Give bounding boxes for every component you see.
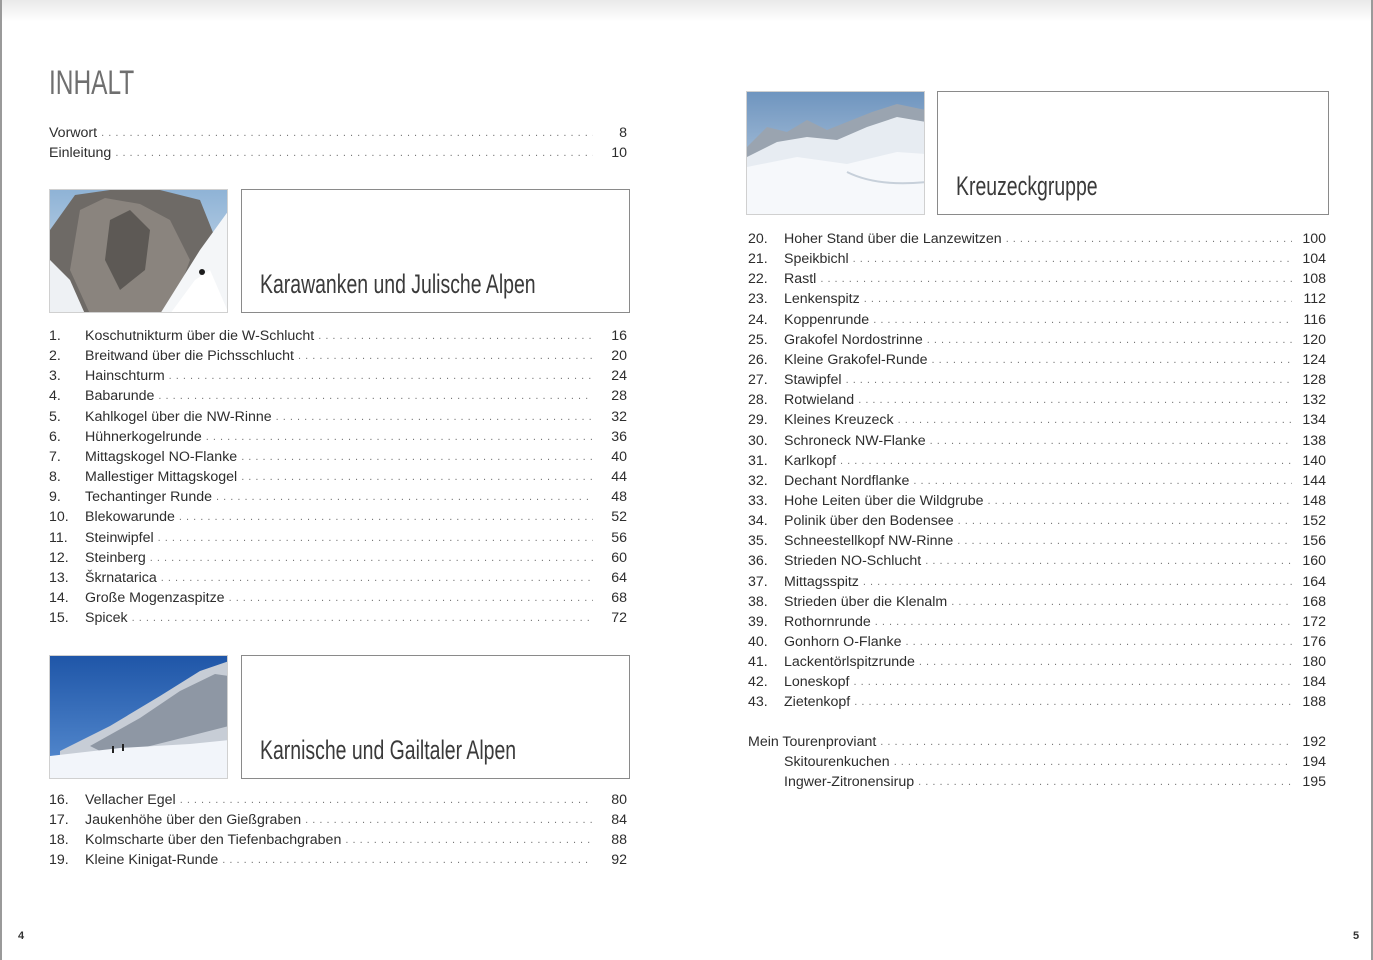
dot-leader bbox=[241, 449, 593, 467]
toc-entry-label: Breitwand über die Pichsschlucht bbox=[85, 348, 294, 365]
toc-entry-page: 128 bbox=[1302, 372, 1326, 389]
toc-entry-label: Strieden NO-Schlucht bbox=[784, 553, 922, 570]
toc-entry[interactable] bbox=[748, 471, 1326, 491]
toc-entry-label: Techantinger Runde bbox=[85, 489, 212, 506]
toc-entry-number: 31. bbox=[748, 452, 768, 469]
toc-entry-number: 33. bbox=[748, 492, 768, 509]
toc-entry-skitourenkuchen[interactable] bbox=[784, 752, 1326, 772]
section-photo-karnische bbox=[49, 655, 228, 779]
toc-entry[interactable] bbox=[748, 410, 1326, 430]
toc-entry-number: 22. bbox=[748, 271, 768, 288]
dot-leader bbox=[318, 328, 593, 346]
toc-entry-page: 24 bbox=[611, 368, 627, 385]
toc-entry-number: 7. bbox=[49, 448, 61, 465]
dot-leader bbox=[988, 493, 1292, 511]
dot-leader bbox=[206, 429, 593, 447]
toc-entry[interactable] bbox=[49, 346, 627, 366]
dot-leader bbox=[853, 251, 1292, 269]
toc-entry-label: Kleines Kreuzeck bbox=[784, 412, 894, 429]
dot-leader bbox=[930, 433, 1292, 451]
dot-leader bbox=[241, 469, 593, 487]
toc-entry-label: Loneskopf bbox=[784, 674, 850, 691]
toc-entry[interactable] bbox=[748, 592, 1326, 612]
toc-entry[interactable] bbox=[748, 451, 1326, 471]
dot-leader bbox=[957, 533, 1292, 551]
toc-entry-label: Vellacher Egel bbox=[85, 792, 176, 808]
toc-entry-number: 37. bbox=[748, 573, 768, 590]
toc-entry-vorwort[interactable] bbox=[49, 123, 627, 143]
toc-entry[interactable] bbox=[49, 467, 627, 487]
toc-entry-number: 14. bbox=[49, 589, 69, 606]
dot-leader bbox=[873, 312, 1292, 330]
toc-entry[interactable] bbox=[49, 427, 627, 447]
toc-entry[interactable] bbox=[748, 431, 1326, 451]
toc-entry[interactable] bbox=[49, 386, 627, 406]
toc-entry-label: Gonhorn O-Flanke bbox=[784, 634, 902, 650]
toc-entry-number: 32. bbox=[748, 472, 768, 489]
section-title: Karnische und Gailtaler Alpen bbox=[260, 735, 517, 765]
toc-entry-page: 156 bbox=[1302, 533, 1326, 550]
toc-entry[interactable] bbox=[748, 390, 1326, 410]
toc-entry-label: Rotwieland bbox=[784, 392, 855, 409]
dot-leader bbox=[222, 852, 593, 870]
toc-entry-label: Große Mogenzaspitze bbox=[85, 589, 225, 606]
toc-entry-page: 194 bbox=[1302, 754, 1326, 770]
toc-entry-page: 188 bbox=[1302, 694, 1326, 711]
dot-leader bbox=[1006, 231, 1292, 249]
section-photo-kreuzeck bbox=[746, 91, 925, 215]
dot-leader bbox=[150, 550, 593, 568]
dot-leader bbox=[913, 473, 1292, 491]
toc-entry[interactable] bbox=[748, 672, 1326, 692]
toc-entry[interactable] bbox=[748, 229, 1326, 249]
toc-entry-label: Kleine Kinigat-Runde bbox=[85, 852, 219, 869]
page-number-left: 4 bbox=[18, 930, 25, 942]
toc-entry-label: Dechant Nordflanke bbox=[784, 472, 910, 489]
toc-entry[interactable] bbox=[49, 850, 627, 870]
toc-entry-page: 164 bbox=[1302, 573, 1326, 590]
toc-entry-label: Rothornrunde bbox=[784, 613, 871, 630]
toc-entry-label: Koschutnikturm über die W-Schlucht bbox=[85, 328, 315, 344]
section-header-kreuzeck bbox=[937, 91, 1329, 215]
dot-leader bbox=[158, 530, 593, 548]
toc-entry[interactable] bbox=[748, 289, 1326, 309]
dot-leader bbox=[853, 674, 1292, 692]
toc-entry[interactable] bbox=[49, 568, 627, 588]
toc-entry-page: 144 bbox=[1302, 472, 1326, 489]
toc-entry-einleitung[interactable] bbox=[49, 143, 627, 163]
toc-entry-label: Blekowarunde bbox=[85, 509, 175, 526]
toc-entry-page: 116 bbox=[1303, 311, 1326, 328]
dot-leader bbox=[932, 352, 1292, 370]
dot-leader bbox=[820, 271, 1292, 289]
toc-entry-page: 100 bbox=[1302, 231, 1326, 247]
toc-entry[interactable] bbox=[748, 652, 1326, 672]
dot-leader bbox=[864, 291, 1292, 309]
toc-entry-number: 36. bbox=[748, 553, 768, 570]
toc-entry-label: Speikbichl bbox=[784, 251, 849, 268]
dot-leader bbox=[875, 614, 1292, 632]
dot-leader bbox=[229, 590, 593, 608]
toc-entry-page: 180 bbox=[1302, 654, 1326, 671]
toc-entry-number: 24. bbox=[748, 311, 768, 328]
toc-entry[interactable] bbox=[748, 572, 1326, 592]
section-title: Kreuzeckgruppe bbox=[956, 171, 1098, 201]
dot-leader bbox=[169, 368, 593, 386]
toc-entry[interactable] bbox=[748, 491, 1326, 511]
toc-entry[interactable] bbox=[748, 330, 1326, 350]
toc-entry-label: Rastl bbox=[784, 271, 817, 288]
toc-entry[interactable] bbox=[748, 310, 1326, 330]
toc-entry-page: 134 bbox=[1302, 412, 1326, 429]
section-title: Karawanken und Julische Alpen bbox=[260, 269, 536, 299]
toc-entry-number: 10. bbox=[49, 509, 69, 526]
toc-entry-label: Stawipfel bbox=[784, 372, 842, 389]
toc-entry-label: Hohe Leiten über die Wildgrube bbox=[784, 492, 984, 509]
toc-entry-label: Kleine Grakofel-Runde bbox=[784, 351, 928, 368]
dot-leader bbox=[179, 509, 593, 527]
toc-entry-page: 48 bbox=[611, 489, 627, 506]
toc-entry-page: 36 bbox=[611, 428, 627, 445]
toc-entry-label: Lackentörlspitzrunde bbox=[784, 654, 915, 671]
toc-entry-label: Grakofel Nordostrinne bbox=[784, 331, 923, 348]
toc-entry-number: 27. bbox=[748, 372, 768, 389]
toc-entry[interactable] bbox=[748, 249, 1326, 269]
toc-entry-page: 108 bbox=[1302, 271, 1326, 288]
toc-entry-page: 10 bbox=[611, 145, 627, 161]
toc-entry-label: Hühnerkogelrunde bbox=[85, 428, 202, 445]
toc-entry[interactable] bbox=[49, 830, 627, 850]
dot-leader bbox=[951, 594, 1292, 612]
toc-entry-number: 35. bbox=[748, 533, 768, 550]
toc-entry-page: 192 bbox=[1302, 734, 1326, 750]
toc-entry-page: 138 bbox=[1302, 432, 1326, 449]
dot-leader bbox=[898, 412, 1292, 430]
toc-entry-page: 140 bbox=[1302, 452, 1326, 469]
toc-entry[interactable] bbox=[49, 608, 627, 628]
toc-entry-page: 80 bbox=[611, 792, 627, 808]
toc-entry[interactable] bbox=[748, 692, 1326, 712]
toc-entry-number: 30. bbox=[748, 432, 768, 449]
toc-entry-page: 16 bbox=[611, 328, 627, 344]
toc-entry-label: Babarunde bbox=[85, 388, 155, 405]
toc-entry[interactable] bbox=[748, 269, 1326, 289]
toc-entry-page: 20 bbox=[611, 348, 627, 365]
toc-entry-number: 39. bbox=[748, 613, 768, 630]
toc-entry-page: 88 bbox=[611, 832, 627, 849]
toc-entry-page: 160 bbox=[1302, 553, 1326, 570]
toc-entry-number: 17. bbox=[49, 812, 69, 829]
dot-leader bbox=[305, 812, 593, 830]
toc-entry[interactable] bbox=[748, 350, 1326, 370]
dot-leader bbox=[858, 392, 1292, 410]
toc-entry[interactable] bbox=[49, 810, 627, 830]
dot-leader bbox=[880, 734, 1292, 752]
dot-leader bbox=[846, 372, 1292, 390]
toc-entry-page: 152 bbox=[1302, 513, 1326, 530]
toc-entry-page: 64 bbox=[611, 569, 627, 586]
toc-entry-label: Jaukenhöhe über den Gießgraben bbox=[85, 812, 302, 829]
toc-entry-label: Zietenkopf bbox=[784, 694, 851, 711]
toc-entry-page: 32 bbox=[611, 408, 627, 425]
page-title: INHALT bbox=[49, 64, 135, 102]
toc-entry[interactable] bbox=[49, 507, 627, 527]
toc-entry[interactable] bbox=[49, 326, 627, 346]
toc-entry-label: Mallestiger Mittagskogel bbox=[85, 469, 238, 486]
toc-entry-number: 38. bbox=[748, 593, 768, 610]
toc-entry-page: 112 bbox=[1303, 291, 1326, 308]
toc-entry-page: 148 bbox=[1302, 492, 1326, 509]
toc-entry-ingwer-zitronensirup[interactable] bbox=[784, 772, 1326, 792]
dot-leader bbox=[925, 553, 1292, 571]
toc-entry-number: 8. bbox=[49, 469, 61, 486]
dot-leader bbox=[101, 125, 593, 143]
dot-leader bbox=[840, 453, 1292, 471]
toc-entry-number: 16. bbox=[49, 792, 69, 808]
toc-entry-page: 184 bbox=[1302, 674, 1326, 691]
toc-entry-label: Mittagsspitz bbox=[784, 573, 859, 590]
toc-entry-number: 28. bbox=[748, 392, 768, 409]
toc-entry-number: 13. bbox=[49, 569, 69, 586]
toc-entry-page: 172 bbox=[1302, 613, 1326, 630]
dot-leader bbox=[276, 409, 593, 427]
toc-entry-number: 6. bbox=[49, 428, 61, 445]
toc-entry-label: Schroneck NW-Flanke bbox=[784, 432, 926, 449]
toc-entry[interactable] bbox=[748, 551, 1326, 571]
dot-leader bbox=[115, 145, 593, 163]
toc-entry-label: Kolmscharte über den Tiefenbachgraben bbox=[85, 832, 342, 849]
toc-entry-number: 12. bbox=[49, 549, 69, 566]
toc-entry-page: 28 bbox=[611, 388, 627, 405]
toc-entry-page: 176 bbox=[1302, 634, 1326, 650]
toc-entry-label: Škrnatarica bbox=[85, 569, 157, 586]
toc-entry-number: 11. bbox=[49, 529, 68, 546]
toc-entry-label: Steinwipfel bbox=[85, 529, 154, 546]
toc-entry-label: Mein Tourenproviant bbox=[748, 734, 877, 750]
toc-entry-label: Schneestellkopf NW-Rinne bbox=[784, 533, 954, 550]
dot-leader bbox=[298, 348, 593, 366]
toc-entry-label: Lenkenspitz bbox=[784, 291, 860, 308]
toc-entry-label: Einleitung bbox=[49, 145, 112, 161]
toc-entry-number: 5. bbox=[49, 408, 61, 425]
toc-entry-number: 43. bbox=[748, 694, 768, 711]
toc-entry[interactable] bbox=[49, 487, 627, 507]
toc-entry-page: 60 bbox=[611, 549, 627, 566]
toc-entry-label: Spicek bbox=[85, 610, 128, 627]
toc-entry-page: 120 bbox=[1302, 331, 1326, 348]
toc-entry-page: 92 bbox=[611, 852, 627, 869]
toc-entry[interactable] bbox=[49, 366, 627, 386]
toc-entry-number: 4. bbox=[49, 388, 61, 405]
dot-leader bbox=[345, 832, 593, 850]
toc-entry[interactable] bbox=[49, 548, 627, 568]
dot-leader bbox=[161, 570, 593, 588]
toc-entry-number: 42. bbox=[748, 674, 768, 691]
section-header-karnische bbox=[241, 655, 630, 779]
toc-entry-page: 72 bbox=[611, 610, 627, 627]
toc-entry[interactable] bbox=[748, 531, 1326, 551]
toc-entry-page: 195 bbox=[1302, 774, 1326, 790]
toc-entry-number: 41. bbox=[748, 654, 768, 671]
toc-entry-page: 52 bbox=[611, 509, 627, 526]
toc-entry-label: Mittagskogel NO-Flanke bbox=[85, 448, 238, 465]
toc-entry-page: 84 bbox=[611, 812, 627, 829]
dot-leader bbox=[919, 654, 1292, 672]
toc-entry-label: Hainschturm bbox=[85, 368, 165, 385]
toc-entry-page: 8 bbox=[619, 125, 627, 141]
toc-entry-number: 26. bbox=[748, 351, 768, 368]
toc-entry[interactable] bbox=[49, 447, 627, 467]
toc-entry-label: Karlkopf bbox=[784, 452, 837, 469]
toc-entry[interactable] bbox=[748, 370, 1326, 390]
toc-entry-page: 44 bbox=[611, 469, 627, 486]
dot-leader bbox=[894, 754, 1292, 772]
toc-entry-label: Ingwer-Zitronensirup bbox=[784, 774, 915, 790]
toc-entry[interactable] bbox=[748, 612, 1326, 632]
section-photo-karawanken bbox=[49, 189, 228, 313]
toc-entry-number: 29. bbox=[748, 412, 768, 429]
toc-entry[interactable] bbox=[49, 790, 627, 810]
toc-entry-page: 56 bbox=[611, 529, 627, 546]
toc-entry-page: 168 bbox=[1302, 593, 1326, 610]
toc-entry[interactable] bbox=[748, 632, 1326, 652]
toc-entry[interactable] bbox=[748, 511, 1326, 531]
dot-leader bbox=[132, 610, 593, 628]
dot-leader bbox=[863, 574, 1292, 592]
dot-leader bbox=[854, 694, 1292, 712]
dot-leader bbox=[927, 332, 1292, 350]
toc-entry-number: 3. bbox=[49, 368, 61, 385]
toc-entry-label: Koppenrunde bbox=[784, 311, 870, 328]
section-header-karawanken bbox=[241, 189, 630, 313]
toc-entry[interactable] bbox=[49, 407, 627, 427]
toc-entry-page: 124 bbox=[1302, 351, 1326, 368]
toc-entry-label: Kahlkogel über die NW-Rinne bbox=[85, 408, 272, 425]
toc-entry-number: 9. bbox=[49, 489, 61, 506]
toc-entry-number: 21. bbox=[748, 251, 768, 268]
toc-entry-number: 23. bbox=[748, 291, 768, 308]
toc-entry-number: 1. bbox=[49, 328, 61, 344]
dot-leader bbox=[918, 774, 1292, 792]
toc-entry-label: Skitourenkuchen bbox=[784, 754, 890, 770]
toc-entry-number: 2. bbox=[49, 348, 61, 365]
toc-entry-label: Steinberg bbox=[85, 549, 146, 566]
toc-entry[interactable] bbox=[49, 588, 627, 608]
toc-entry-tourenproviant[interactable] bbox=[748, 732, 1326, 752]
dot-leader bbox=[958, 513, 1292, 531]
dot-leader bbox=[216, 489, 593, 507]
dot-leader bbox=[906, 634, 1293, 652]
toc-entry-page: 104 bbox=[1302, 251, 1326, 268]
toc-entry-label: Vorwort bbox=[49, 125, 98, 141]
dot-leader bbox=[180, 792, 593, 810]
toc-entry-number: 20. bbox=[748, 231, 768, 247]
toc-entry-number: 19. bbox=[49, 852, 69, 869]
toc-entry-number: 34. bbox=[748, 513, 768, 530]
toc-entry-page: 40 bbox=[611, 448, 627, 465]
toc-entry-label: Hoher Stand über die Lanzewitzen bbox=[784, 231, 1002, 247]
toc-entry-number: 40. bbox=[748, 634, 768, 650]
toc-entry-label: Polinik über den Bodensee bbox=[784, 513, 954, 530]
toc-entry-label: Strieden über die Klenalm bbox=[784, 593, 948, 610]
toc-entry-number: 25. bbox=[748, 331, 768, 348]
toc-entry-page: 68 bbox=[611, 589, 627, 606]
toc-entry-number: 18. bbox=[49, 832, 69, 849]
toc-entry-number: 15. bbox=[49, 610, 69, 627]
toc-entry-page: 132 bbox=[1302, 392, 1326, 409]
page-number-right: 5 bbox=[1353, 930, 1360, 942]
dot-leader bbox=[158, 388, 593, 406]
toc-entry[interactable] bbox=[49, 528, 627, 548]
